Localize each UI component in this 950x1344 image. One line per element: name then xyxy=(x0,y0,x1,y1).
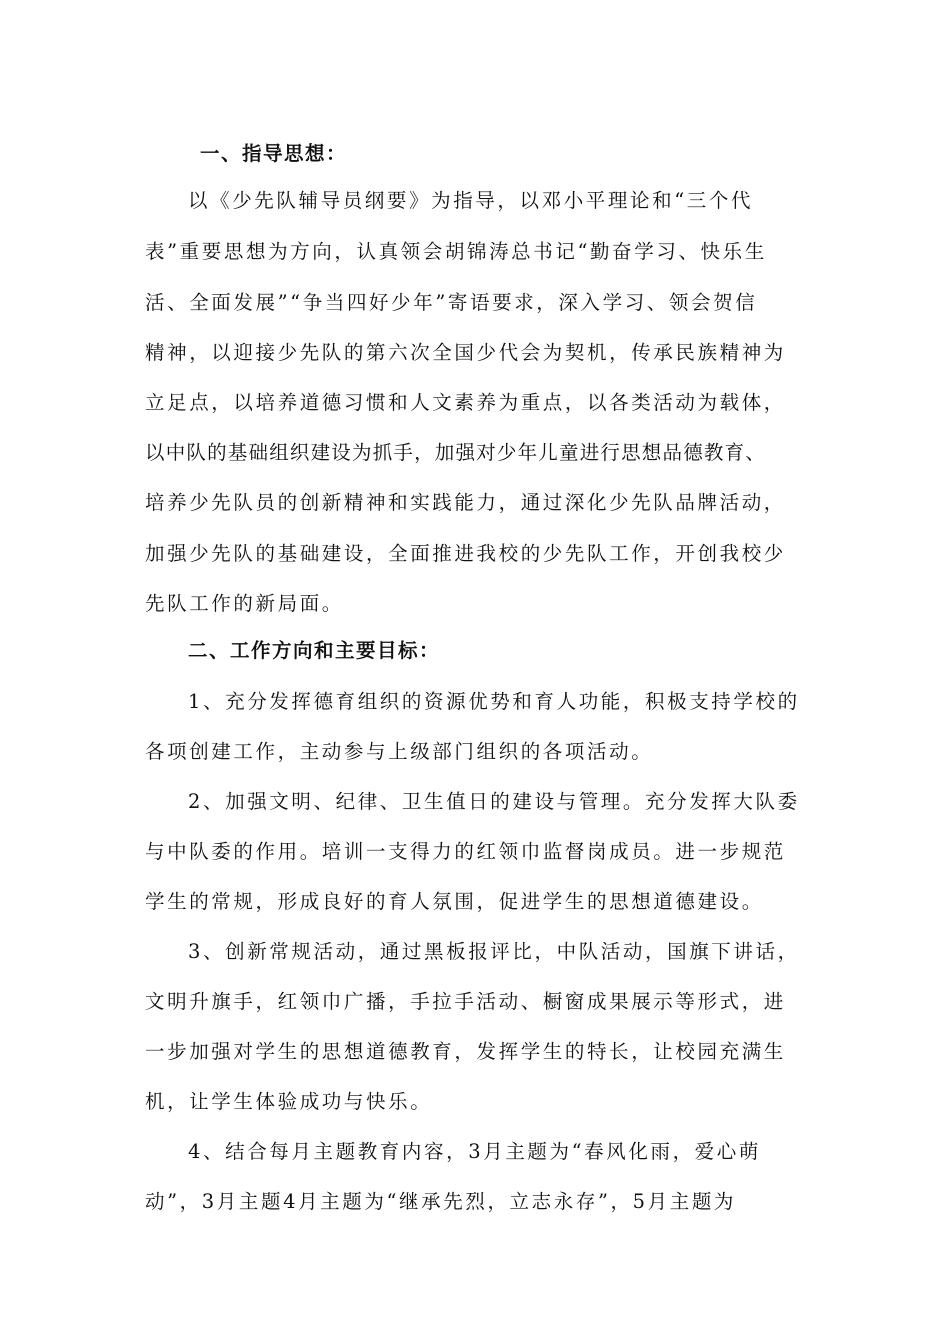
paragraph-line: 以《少先队辅导员纲要》为指导，以邓小平理论和“三个代 xyxy=(188,189,754,212)
paragraph-line: 各项创建工作，主动参与上级部门组织的各项活动。 xyxy=(145,740,654,763)
paragraph-line: 动”，3月主题4月主题为“继承先烈，立志永存”，5月主题为 xyxy=(145,1190,737,1213)
paragraph-line: 表”重要思想为方向，认真领会胡锦涛总书记“勤奋学习、快乐生 xyxy=(145,240,767,263)
paragraph-line: 4、结合每月主题教育内容，3月主题为“春风化雨，爱心萌 xyxy=(188,1140,761,1163)
paragraph-line: 与中队委的作用。培训一支得力的红领巾监督岗成员。进一步规范 xyxy=(145,840,786,863)
section-heading-guiding-thought: 一、指导思想： xyxy=(200,142,348,165)
paragraph-line: 精神，以迎接少先队的第六次全国少代会为契机，传承民族精神为 xyxy=(145,341,786,364)
paragraph-line: 一步加强对学生的思想道德教育，发挥学生的特长，让校园充满生 xyxy=(145,1040,786,1063)
paragraph-line: 文明升旗手，红领巾广播，手拉手活动、橱窗成果展示等形式，进 xyxy=(145,990,786,1013)
paragraph-line: 1、充分发挥德育组织的资源优势和育人功能，积极支持学校的 xyxy=(188,690,800,713)
paragraph-line: 以中队的基础组织建设为抓手，加强对少年儿童进行思想品德教育、 xyxy=(145,441,767,464)
paragraph-line: 机，让学生体验成功与快乐。 xyxy=(145,1090,433,1113)
paragraph-line: 先队工作的新局面。 xyxy=(145,592,344,615)
section-heading-work-direction: 二、工作方向和主要目标： xyxy=(188,639,441,662)
paragraph-line: 立足点，以培养道德习惯和人文素养为重点，以各类活动为载体， xyxy=(145,391,786,414)
paragraph-line: 学生的常规，形成良好的育人氛围，促进学生的思想道德建设。 xyxy=(145,890,764,913)
paragraph-line: 加强少先队的基础建设，全面推进我校的少先队工作，开创我校少 xyxy=(145,542,786,565)
paragraph-line: 活、全面发展”“争当四好少年”寄语要求，深入学习、领会贺信 xyxy=(145,291,758,314)
paragraph-line: 3、创新常规活动，通过黑板报评比，中队活动，国旗下讲话， xyxy=(188,940,800,963)
paragraph-line: 培养少先队员的创新精神和实践能力，通过深化少先队品牌活动， xyxy=(145,491,786,514)
paragraph-line: 2、加强文明、纪律、卫生值日的建设与管理。充分发挥大队委 xyxy=(188,790,800,813)
